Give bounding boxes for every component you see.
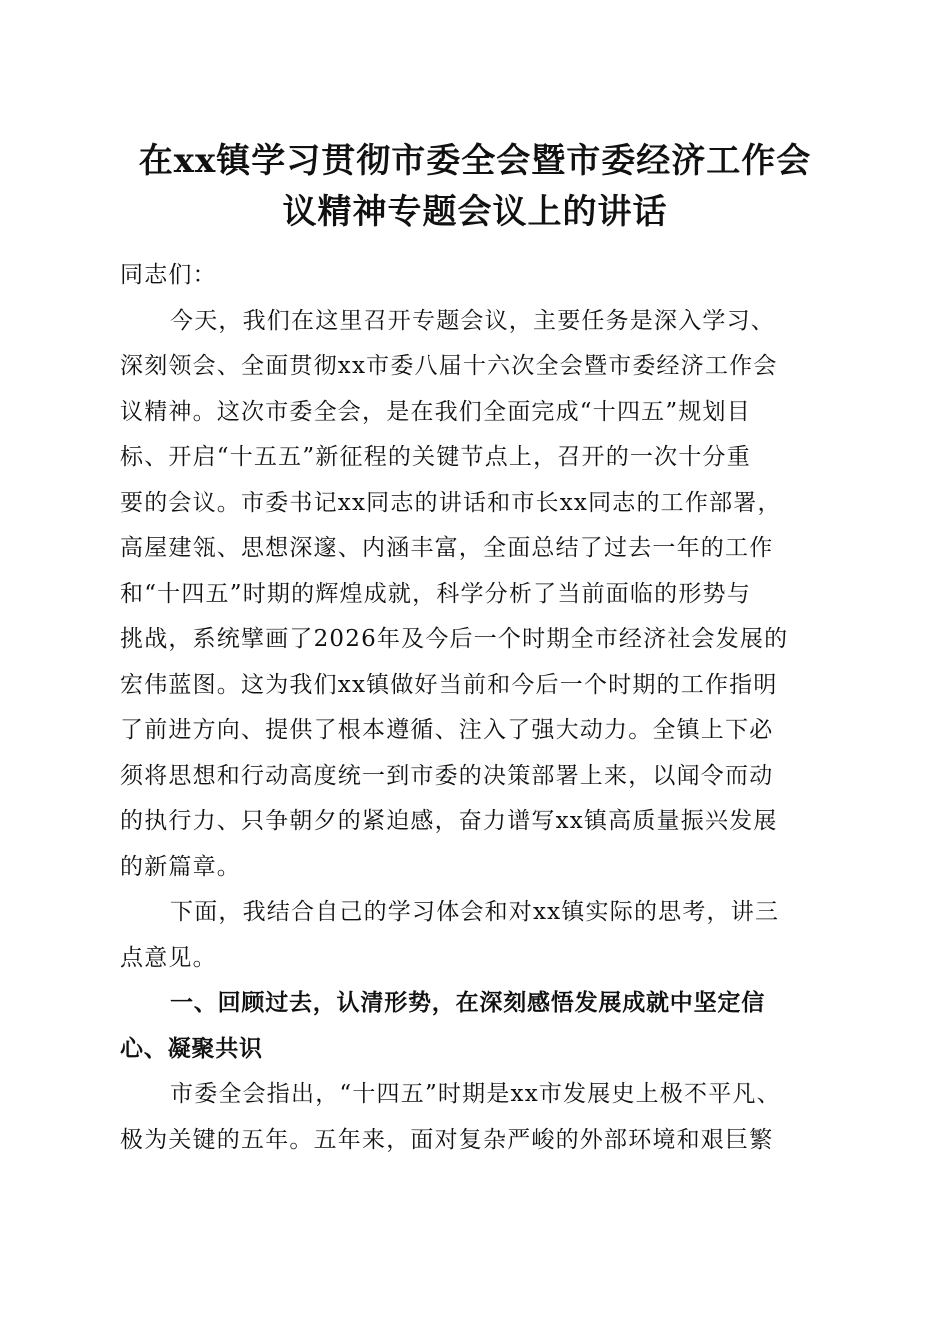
paragraph-line: 挑战，系统擘画了2026年及今后一个时期全市经济社会发展的 xyxy=(120,626,789,652)
paragraph-line: 点意见。 xyxy=(120,944,217,971)
title-line: 在xx镇学习贯彻市委全会暨市委经济工作会 xyxy=(138,141,812,181)
paragraph-line: 的执行力、只争朝夕的紧迫感，奋力谱写xx镇高质量振兴发展 xyxy=(120,808,778,834)
paragraph-line: 须将思想和行动高度统一到市委的决策部署上来，以闻令而动 xyxy=(120,762,774,789)
paragraph-line: 市委全会指出，“十四五”时期是xx市发展史上极不平凡、 xyxy=(170,1081,781,1107)
paragraph-line: 宏伟蓝图。这为我们xx镇做好当前和今后一个时期的工作指明 xyxy=(120,671,778,698)
section-heading: 心、凝聚共识 xyxy=(120,1035,263,1062)
document-title xyxy=(100,136,850,238)
paragraph-line: 极为关键的五年。五年来，面对复杂严峻的外部环境和艰巨繁 xyxy=(120,1126,774,1153)
paragraph-line: 议精神。这次市委全会，是在我们全面完成“十四五”规划目 xyxy=(120,398,751,425)
paragraph-line: 下面，我结合自己的学习体会和对xx镇实际的思考，讲三 xyxy=(170,899,780,925)
paragraph-line: 要的会议。市委书记xx同志的讲话和市长xx同志的工作部署， xyxy=(120,489,782,516)
paragraph-line: 今天，我们在这里召开专题会议，主要任务是深入学习、 xyxy=(170,307,775,334)
paragraph-line: 高屋建瓴、思想深邃、内涵丰富，全面总结了过去一年的工作 xyxy=(120,535,774,561)
paragraph-line: 和“十四五”时期的辉煌成就，科学分析了当前面临的形势与 xyxy=(120,580,751,607)
title-line: 议精神专题会议上的讲话 xyxy=(282,192,668,232)
section-heading: 一、回顾过去，认清形势，在深刻感悟发展成就中坚定信 xyxy=(170,990,765,1016)
paragraph-line: 了前进方向、提供了根本遵循、注入了强大动力。全镇上下必 xyxy=(120,717,774,743)
paragraph-line: 的新篇章。 xyxy=(120,853,241,880)
document-body xyxy=(120,253,830,1163)
paragraph-line: 深刻领会、全面贯彻xx市委八届十六次全会暨市委经济工作会 xyxy=(120,353,778,379)
paragraph-line: 标、开启“十五五”新征程的关键节点上，召开的一次十分重 xyxy=(120,444,751,470)
salutation: 同志们： xyxy=(120,262,217,288)
